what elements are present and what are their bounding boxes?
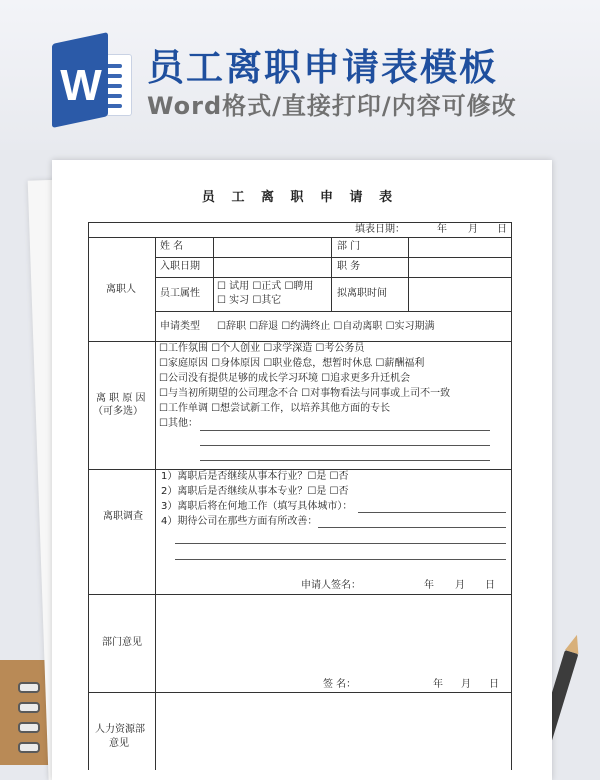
survey-question-4: 4）期待公司在那些方面有所改善：	[161, 516, 318, 527]
form-title: 员 工 离 职 申 请 表	[201, 190, 399, 205]
employee-type-options-row2[interactable]: ☐ 实习 ☐其它	[217, 295, 282, 306]
fill-date-day: 日	[497, 224, 507, 235]
form-paper	[52, 160, 552, 780]
word-logo-letter: W	[60, 61, 100, 110]
applicant-signature-day: 日	[485, 580, 495, 591]
spiral-notebook-decoration	[0, 660, 50, 765]
reason-option-line-5[interactable]: ☐工作单调 ☐想尝试新工作，以培养其他方面的专长	[159, 403, 391, 414]
name-label: 姓 名	[160, 241, 184, 252]
apply-type-options[interactable]: ☐辞职 ☐辞退 ☐约满终止 ☐自动离职 ☐实习期满	[217, 321, 435, 332]
department-signature-day: 日	[489, 679, 499, 690]
survey-answer-4-line-3[interactable]	[175, 559, 506, 560]
survey-answer-4-line-1[interactable]	[318, 527, 506, 528]
survey-answer-4-line-2[interactable]	[175, 543, 506, 544]
reason-option-line-2[interactable]: ☐家庭原因 ☐身体原因 ☐职业倦怠，想暂时休息 ☐薪酬福利	[159, 358, 425, 369]
join-date-label: 入职日期	[160, 261, 200, 272]
reason-option-line-4[interactable]: ☐与当初所期望的公司理念不合 ☐对事物看法与同事或上司不一致	[159, 388, 451, 399]
fill-date-label: 填表日期：	[355, 224, 405, 235]
page-title: 员工离职申请表模板	[147, 46, 498, 89]
reasons-section-note: （可多选）	[93, 406, 143, 417]
fill-date-year: 年	[437, 224, 447, 235]
reasons-section-label: 离 职 原 因	[96, 393, 146, 404]
position-label: 职 务	[337, 261, 361, 272]
department-signature-year: 年	[433, 679, 443, 690]
reason-option-line-1[interactable]: ☐工作氛围 ☐个人创业 ☐求学深造 ☐考公务员	[159, 343, 365, 354]
department-signature-month: 月	[461, 679, 471, 690]
hr-opinion-label-line1: 人力资源部	[95, 724, 145, 735]
department-label: 部 门	[337, 241, 361, 252]
employee-type-label: 员工属性	[160, 288, 200, 299]
applicant-signature-year: 年	[424, 580, 434, 591]
survey-answer-3-line[interactable]	[358, 512, 506, 513]
survey-question-3: 3）离职后将在何地工作（填写具体城市）：	[161, 501, 353, 512]
fill-date-month: 月	[468, 224, 478, 235]
survey-question-1[interactable]: 1）离职后是否继续从事本行业？☐是 ☐否	[161, 471, 349, 482]
applicant-signature-label: 申请人签名：	[301, 580, 361, 591]
department-opinion-label: 部门意见	[102, 637, 142, 648]
applicant-signature-month: 月	[455, 580, 465, 591]
applicant-section-label: 离职人	[106, 284, 136, 295]
reason-other-line-3[interactable]	[200, 460, 490, 461]
survey-question-2[interactable]: 2）离职后是否继续从事本专业？☐是 ☐否	[161, 486, 349, 497]
word-document-icon	[52, 44, 134, 128]
apply-type-label: 申请类型	[160, 321, 200, 332]
survey-section-label: 离职调查	[103, 511, 143, 522]
employee-type-options-row1[interactable]: ☐ 试用 ☐正式 ☐聘用	[217, 281, 314, 292]
banner-header	[0, 0, 600, 150]
reason-other-line-1[interactable]	[200, 430, 490, 431]
hr-opinion-label-line2: 意见	[109, 738, 129, 749]
reason-other-line-2[interactable]	[200, 445, 490, 446]
reason-other-label[interactable]: ☐其他：	[159, 418, 198, 429]
planned-leave-time-label: 拟离职时间	[337, 288, 387, 299]
page-subtitle: Word格式/直接打印/内容可修改	[147, 92, 517, 120]
department-signature-label: 签 名：	[323, 679, 357, 690]
reason-option-line-3[interactable]: ☐公司没有提供足够的成长学习环境 ☐追求更多升迁机会	[159, 373, 411, 384]
